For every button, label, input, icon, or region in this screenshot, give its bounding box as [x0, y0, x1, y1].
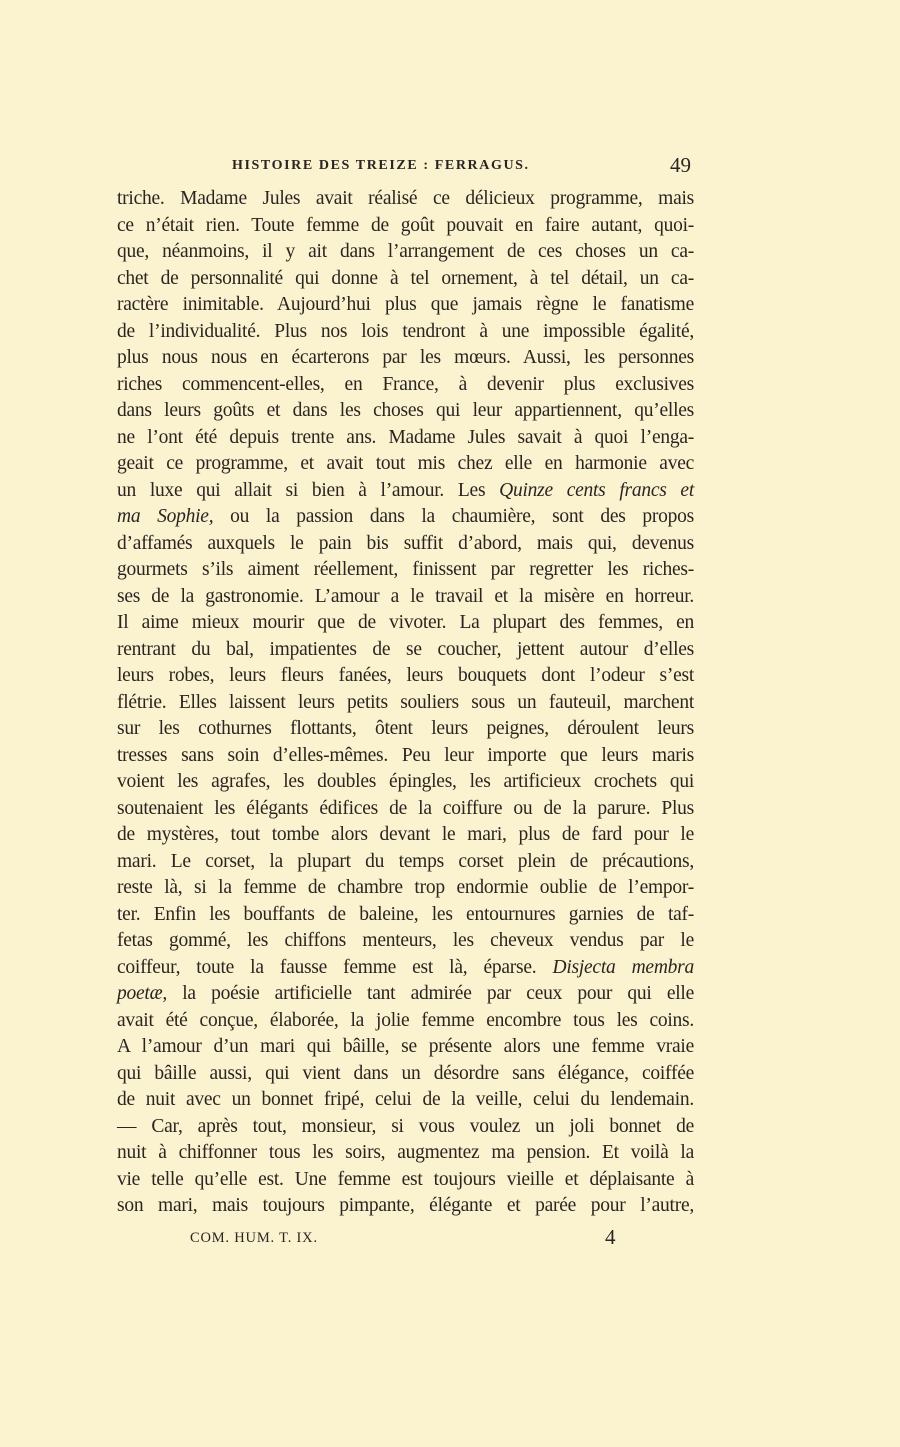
text-segment: ou la passion dans la chaumière, sont des propos — [213, 506, 695, 527]
text-segment: coiffeur, toute la fausse femme est là, éparse. — [117, 956, 553, 978]
text-line — [117, 1061, 694, 1088]
text-line — [117, 213, 694, 240]
text-line — [117, 1114, 694, 1141]
text-segment: chet de personnalité qui donne à tel ornement, à tel détail, un ca- — [117, 267, 694, 289]
italic-text: poetæ, — [117, 983, 167, 1004]
text-segment: fetas gommé, les chiffons menteurs, les cheveux vendus par le — [117, 930, 694, 951]
text-line — [117, 1167, 694, 1194]
text-segment: mari. Le corset, la plupart du temps corset plein de précautions, — [117, 850, 694, 872]
text-segment: tresses sans soin d’elles-mêmes. Peu leur importe que leurs maris — [117, 744, 694, 766]
text-line — [117, 796, 694, 823]
text-segment: que, néanmoins, il y ait dans l’arrangement de ces choses un ca- — [117, 241, 694, 262]
italic-text: ma Sophie, — [117, 506, 214, 527]
text-segment: rentrant du bal, impatientes de se coucher, jettent autour d’elles — [117, 638, 694, 660]
text-line — [117, 902, 694, 929]
text-line — [117, 451, 694, 478]
text-line — [117, 663, 694, 690]
text-line — [117, 292, 694, 319]
text-line — [117, 584, 694, 611]
text-line — [117, 557, 694, 584]
text-line — [117, 637, 694, 664]
text-line — [117, 769, 694, 796]
text-segment: avait été conçue, élaborée, la jolie femme encombre tous les coins. — [117, 1009, 694, 1031]
text-line — [117, 690, 694, 717]
text-segment: Il aime mieux mourir que de vivoter. La plupart des femmes, en — [117, 612, 694, 633]
text-line — [117, 186, 694, 213]
signature-number: 4 — [605, 1225, 616, 1249]
text-line — [117, 478, 694, 505]
text-segment: vie telle qu’elle est. Une femme est toujours vieille et déplaisante à — [117, 1168, 694, 1190]
running-title: HISTOIRE DES TREIZE : FERRAGUS. — [232, 158, 530, 173]
text-line — [117, 1140, 694, 1167]
signature-mark: COM. HUM. T. IX. — [190, 1230, 318, 1246]
text-line — [117, 716, 694, 743]
text-segment: plus nous nous en écarterons par les mœurs. Aussi, les personnes — [117, 347, 694, 368]
text-segment: de nuit avec un bonnet fripé, celui de la veille, celui du lendemain. — [117, 1089, 694, 1110]
italic-text: Disjecta membra — [552, 956, 694, 978]
text-line — [117, 981, 694, 1008]
text-segment: d’affamés auxquels le pain bis suffit d’abord, mais qui, devenus — [117, 532, 694, 554]
text-segment: voient les agrafes, les doubles épingles, les artificieux crochets qui — [117, 771, 694, 792]
text-line — [117, 531, 694, 558]
text-segment: son mari, mais toujours pimpante, élégante et parée pour l’autre, — [117, 1195, 694, 1216]
text-segment: — Car, après tout, monsieur, si vous voulez un joli bonnet de — [117, 1115, 694, 1137]
text-line — [117, 1193, 694, 1220]
text-segment: leurs robes, leurs fleurs fanées, leurs bouquets dont l’odeur s’est — [117, 665, 694, 686]
text-line — [117, 1087, 694, 1114]
text-segment: de l’individualité. Plus nos lois tendront à une impossible égalité, — [117, 320, 694, 342]
text-segment: ce n’était rien. Toute femme de goût pouvait en faire autant, quoi- — [117, 214, 694, 236]
text-line — [117, 743, 694, 770]
body-text — [117, 186, 694, 1220]
text-segment: A l’amour d’un mari qui bâille, se présente alors une femme vraie — [117, 1036, 694, 1057]
text-line — [117, 319, 694, 346]
text-segment: qui bâille aussi, qui vient dans un désordre sans élégance, coiffée — [117, 1062, 694, 1084]
text-line — [117, 425, 694, 452]
text-segment: de mystères, tout tombe alors devant le mari, plus de fard pour le — [117, 824, 694, 845]
text-segment: ter. Enfin les bouffants de baleine, les entournures garnies de taf- — [117, 903, 694, 925]
text-segment: riches commencent-elles, en France, à devenir plus exclusives — [117, 373, 694, 395]
text-segment: ses de la gastronomie. L’amour a le travail et la misère en horreur. — [117, 585, 694, 607]
italic-text: Quinze cents francs et — [499, 479, 695, 501]
text-segment: ractère inimitable. Aujourd’hui plus que jamais règne le fanatisme — [117, 294, 694, 315]
text-line — [117, 928, 694, 955]
text-line — [117, 1034, 694, 1061]
text-line — [117, 955, 694, 982]
text-segment: la poésie artificielle tant admirée par ceux pour qui elle — [166, 983, 694, 1004]
text-line — [117, 504, 694, 531]
text-segment: soutenaient les élégants édifices de la coiffure ou de la parure. Plus — [117, 797, 694, 819]
text-segment: un luxe qui allait si bien à l’amour. Les — [117, 479, 500, 501]
text-segment: geait ce programme, et avait tout mis chez elle en harmonie avec — [117, 453, 694, 474]
page-footer — [117, 1225, 693, 1252]
text-line — [117, 266, 694, 293]
running-header — [117, 155, 693, 181]
text-segment: gourmets s’ils aiment réellement, finissent par regretter les riches- — [117, 559, 694, 580]
page-number: 49 — [670, 153, 691, 177]
text-segment: flétrie. Elles laissent leurs petits souliers sous un fauteuil, marchent — [117, 691, 694, 713]
text-segment: dans leurs goûts et dans les choses qui leur appartiennent, qu’elles — [117, 400, 694, 421]
text-segment: ne l’ont été depuis trente ans. Madame Jules savait à quoi l’enga- — [117, 426, 694, 448]
text-line — [117, 1008, 694, 1035]
text-segment: nuit à chiffonner tous les soirs, augmentez ma pension. Et voilà la — [117, 1142, 694, 1163]
text-segment: reste là, si la femme de chambre trop endormie oublie de l’empor- — [117, 877, 694, 898]
text-line — [117, 372, 694, 399]
text-line — [117, 345, 694, 372]
text-line — [117, 849, 694, 876]
text-segment: triche. Madame Jules avait réalisé ce délicieux programme, mais — [117, 188, 694, 209]
text-line — [117, 875, 694, 902]
text-line — [117, 239, 694, 266]
text-line — [117, 398, 694, 425]
text-segment: sur les cothurnes flottants, ôtent leurs peignes, déroulent leurs — [117, 718, 694, 739]
text-line — [117, 610, 694, 637]
text-line — [117, 822, 694, 849]
